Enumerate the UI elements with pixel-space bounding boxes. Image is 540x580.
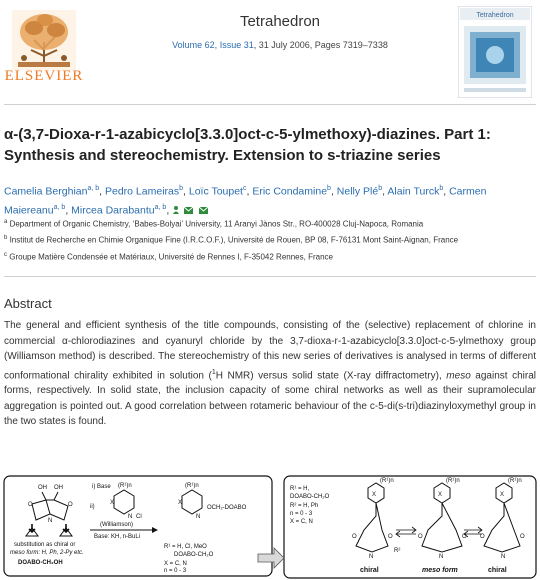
citation-line xyxy=(150,40,410,50)
nmr-superscript: 1 xyxy=(211,368,216,376)
affiliation-divider xyxy=(4,276,536,277)
author-affil-mark: a, b xyxy=(87,185,100,192)
affiliation-b xyxy=(4,235,536,245)
right-x-definition: X = C, N xyxy=(290,519,313,525)
affil-mark: a xyxy=(4,219,8,225)
abstract-text-3: against chiral forms, respectively. In solid state, the inclusion capacity of some chiral networks as well as their supramolecular aggregation is pointed out. A good correlation between rotameric behaviour of the c-5-di(s-tri)diazinyloxymethyl group in the two states is found. xyxy=(4,369,536,428)
step-i-label: i) Base xyxy=(92,484,111,490)
title-line-1: α-(3,7-Dioxa-r-1-azabicyclo[3.3.0]oct-c-5-ylmethoxy)-diazines. Part 1: xyxy=(4,126,491,143)
chiral-label: chiral xyxy=(360,567,379,574)
volume-issue-link[interactable]: Volume 62, Issue 31 xyxy=(172,40,254,50)
meso-form-label: meso form xyxy=(422,567,458,574)
email-icon[interactable] xyxy=(184,207,193,214)
r2-label: R² xyxy=(394,548,401,554)
right-r1-cont: DOABO-CH₂O xyxy=(290,494,330,500)
author-link[interactable]: Carmen Maiereanu xyxy=(4,185,487,216)
journal-title-link[interactable]: Tetrahedron xyxy=(239,13,321,30)
affil-mark: c xyxy=(4,252,7,258)
nitrogen-label: N xyxy=(439,554,444,560)
oxygen-label: O xyxy=(520,534,525,540)
x-atom-label: X xyxy=(110,500,115,506)
journal-masthead xyxy=(0,0,540,100)
nitrogen-label: N xyxy=(501,554,506,560)
substituent-label: (R¹)n xyxy=(446,478,460,484)
affil-mark: b xyxy=(4,235,8,241)
williamson-label: (Williamson) xyxy=(100,522,133,528)
oxygen-label: O xyxy=(68,502,73,508)
chlorine-label: Cl xyxy=(136,514,142,520)
affil-text: Institut de Recherche en Chimie Organique Fine (I.R.C.O.F.), Université de Rouen, BP 08, F-76131 Mont Saint-Aignan, France xyxy=(9,235,459,245)
base-conditions: Base: KH, n-BuLi xyxy=(94,534,141,540)
author-link[interactable]: Pedro Lameiras xyxy=(105,185,180,198)
abstract-heading: Abstract xyxy=(4,296,52,311)
r1-definition-cont: DOABO-CH₂O xyxy=(174,552,214,558)
publisher-name: ELSEVIER xyxy=(4,68,84,84)
affiliation-c xyxy=(4,252,536,262)
person-icon[interactable] xyxy=(173,206,179,214)
nitrogen-label: N xyxy=(196,514,201,520)
author-link[interactable]: Mircea Darabantu xyxy=(71,204,155,216)
right-r1-definition: R¹ = H, xyxy=(290,486,310,492)
affil-text: Department of Organic Chemistry, ‘Babes-Bolyai’ University, 11 Aranyi Jànos Str., RO-400028 Cluj-Napoca, Romania xyxy=(9,219,424,229)
header-divider xyxy=(4,104,536,105)
author-affil-mark: c xyxy=(242,185,247,192)
abstract-text-2: H NMR) versus solid state (X-ray diffractometry), xyxy=(215,369,447,381)
author-link[interactable]: Loïc Toupet xyxy=(188,185,243,198)
step-ii-label: ii) xyxy=(90,504,95,510)
date-pages: , 31 July 2006, Pages 7319–7338 xyxy=(253,40,388,50)
author-link[interactable]: Eric Condamine xyxy=(252,185,328,198)
hydroxyl-label: OH xyxy=(54,485,63,491)
affiliation-a xyxy=(4,219,536,229)
oxygen-label: O xyxy=(352,534,357,540)
nitrogen-label: N xyxy=(369,554,374,560)
corresponding-author-icons xyxy=(172,205,212,215)
substituent-label: (R¹)n xyxy=(508,478,522,484)
x-atom-label: X xyxy=(178,500,183,506)
doabo-label: DOABO-CH₂OH xyxy=(18,560,63,566)
cover-title: Tetrahedron xyxy=(476,12,514,19)
chiral-label: chiral xyxy=(488,567,507,574)
oxygen-label: O xyxy=(480,534,485,540)
author-affil-mark: b xyxy=(439,185,444,192)
product-group-label: OCH₂-DOABO xyxy=(207,505,247,511)
author-affil-mark: b xyxy=(327,185,331,192)
nitrogen-label: N xyxy=(48,518,53,524)
author-affil-mark: b xyxy=(179,185,184,192)
author-link[interactable]: Camelia Berghian xyxy=(4,185,88,198)
author-link[interactable]: Nelly Plé xyxy=(336,185,379,198)
n-definition: n = 0 - 3 xyxy=(164,568,187,574)
r1-definition: R¹ = H, Cl, MeO xyxy=(164,544,207,550)
author-affil-mark: a, b xyxy=(154,203,167,211)
author-link[interactable]: Alain Turck xyxy=(387,185,440,198)
abstract-body xyxy=(4,318,536,430)
article-title xyxy=(4,124,536,166)
author-list: Camelia Berghian$^{a, b}$, Pedro Lameiras$^b$, Loïc Toupet$^c$, Eric Condamine$^b$, Nelly Plé$^b$, Alain Turck$^b$, Carmen Maiereanu$^{a, b}$, Mircea Darabantu$^{a, b}$, xyxy=(4,185,487,216)
oxygen-label: O xyxy=(418,534,423,540)
oxygen-label: O xyxy=(28,502,33,508)
right-r2-definition: R² = H, Ph xyxy=(290,503,319,509)
x-atom-label: X xyxy=(438,492,443,498)
substitution-note: meso form: H, Ph, 2-Py etc. xyxy=(10,550,84,556)
right-n-definition: n = 0 - 3 xyxy=(290,511,313,517)
x-atom-label: X xyxy=(372,492,377,498)
nitrogen-label: N xyxy=(128,514,133,520)
oxygen-label: O xyxy=(388,534,393,540)
substituent-label: (R¹)n xyxy=(185,483,199,489)
journal-cover-thumbnail[interactable] xyxy=(458,6,532,98)
substituent-label: (R¹)n xyxy=(380,478,394,484)
x-atom-label: X xyxy=(500,492,505,498)
title-line-2: Synthesis and stereochemistry. Extension to s-triazine series xyxy=(4,147,441,164)
affil-text: Groupe Matière Condensée et Matériaux, Université de Rennes I, F-35042 Rennes, France xyxy=(9,252,333,262)
substituent-label: (R¹)n xyxy=(118,483,132,489)
oxygen-label: O xyxy=(462,534,467,540)
x-definition: X = C, N xyxy=(164,561,187,567)
meso-word: meso xyxy=(446,369,471,381)
author-affil-mark: b xyxy=(378,185,383,192)
abstract-text-1: The general and efficient synthesis of the title compounds, consisting of the (selective) replacement of chlorine in commercial α-chlorodiazines and cyanuryl chloride by the 3,7-dioxa-r-1-azabicyclo[3.3.0]oct-c-5-ylmethoxy group (Williamson method) is described. The stereochemistry of this new series of derivatives is analysed in terms of different conformational chirality exhibited in solution ( xyxy=(4,320,536,381)
substitution-note: substitution as chiral or xyxy=(14,542,76,548)
email-icon[interactable] xyxy=(199,207,208,214)
hydroxyl-label: OH xyxy=(38,485,47,491)
graphical-abstract[interactable] xyxy=(2,474,538,580)
author-affil-mark: a, b xyxy=(53,203,66,211)
